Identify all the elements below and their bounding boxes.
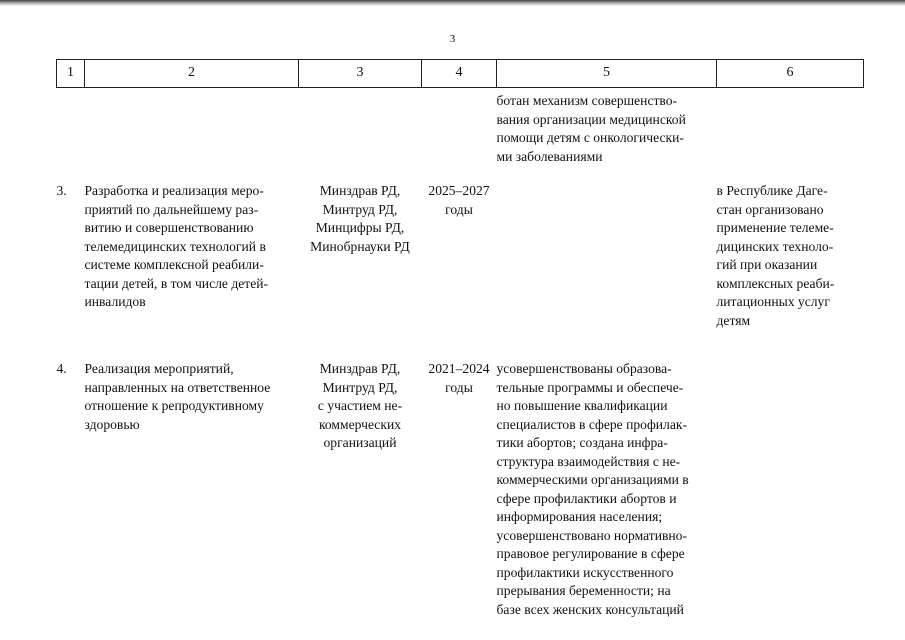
- term: [422, 330, 497, 619]
- table-row: [57, 166, 864, 330]
- indicator: [717, 166, 864, 330]
- column-header-6: 6: [717, 60, 864, 88]
- column-header-5: 5: [497, 60, 717, 88]
- text-line: в Республике Даге-: [716, 183, 828, 198]
- table-row-continuation: [57, 88, 864, 167]
- measure-name: [85, 166, 299, 330]
- executors: [299, 166, 422, 330]
- row-number: 3.: [56, 183, 67, 198]
- text-line: базе всех женских консультаций: [496, 601, 684, 617]
- text-line: дицинских техноло-: [716, 238, 834, 254]
- continuation-result: [497, 88, 717, 167]
- text-line: Минтруд РД,: [322, 379, 398, 395]
- column-header-4: 4: [422, 60, 497, 88]
- text-line: коммерческих: [318, 416, 402, 432]
- term: [422, 166, 497, 330]
- expected-result: [497, 166, 717, 330]
- text-line: годы: [445, 379, 473, 395]
- indicator: [717, 330, 864, 619]
- text-line: сфере профилактики абортов и: [496, 490, 677, 506]
- executors: [299, 330, 422, 619]
- text-line: применение телеме-: [716, 220, 834, 235]
- text-line: здоровью: [84, 416, 140, 432]
- text-line: организаций: [323, 435, 397, 450]
- text-line: детям: [716, 312, 751, 328]
- table-row: [57, 330, 864, 619]
- text-line: коммерческими организациями в: [496, 472, 689, 487]
- text-line: направленных на ответственное: [84, 379, 271, 395]
- expected-result: [497, 330, 717, 619]
- text-line: с участием не-: [317, 398, 403, 413]
- text-line: Реализация мероприятий,: [84, 361, 234, 376]
- text-line: тики абортов; создана инфра-: [496, 435, 668, 450]
- text-line: 2025–2027: [428, 183, 490, 198]
- column-header-3: 3: [299, 60, 422, 88]
- text-line: но повышение квалификации: [496, 398, 668, 413]
- text-line: инвалидов: [84, 294, 146, 309]
- text-line: Минздрав РД,: [319, 183, 401, 198]
- text-line: витию и совершенствованию: [84, 220, 254, 235]
- page-number: 3: [449, 33, 456, 45]
- measure-name: [85, 330, 299, 619]
- text-line: усовершенствованы образова-: [496, 361, 672, 376]
- table-header-row: [57, 60, 864, 88]
- column-header-1: 1: [57, 60, 85, 88]
- text-line: вания организации медицинской: [496, 111, 686, 127]
- text-line: Минтруд РД,: [322, 201, 398, 217]
- scan-edge-shadow: [0, 0, 905, 6]
- text-line: структура взаимодействия с не-: [496, 453, 681, 469]
- text-line: информирования населения;: [496, 509, 663, 524]
- text-line: системе комплексной реабили-: [84, 257, 264, 272]
- text-line: прерывания беременности; на: [496, 583, 671, 598]
- measures-table: [56, 59, 864, 619]
- row-number: 4.: [56, 361, 67, 376]
- text-line: тации детей, в том числе детей-: [84, 275, 269, 291]
- text-line: Минцифры РД,: [315, 220, 405, 235]
- text-line: Минобрнауки РД: [310, 238, 410, 254]
- text-line: тельные программы и обеспече-: [496, 379, 684, 395]
- text-line: помощи детям с онкологически-: [496, 130, 684, 145]
- text-line: приятий по дальнейшему раз-: [84, 201, 259, 217]
- text-line: ботан механизм совершенство-: [496, 93, 678, 108]
- text-line: усовершенствовано нормативно-: [496, 527, 687, 543]
- text-line: телемедицинских технологий в: [84, 238, 266, 254]
- text-line: Разработка и реализация меро-: [84, 183, 264, 198]
- text-line: Минздрав РД,: [319, 361, 401, 376]
- text-line: специалистов в сфере профилак-: [496, 416, 687, 432]
- text-line: ми заболеваниями: [496, 148, 603, 164]
- text-line: литационных услуг: [716, 294, 830, 309]
- text-line: комплексных реаби-: [716, 275, 835, 291]
- text-line: отношение к репродуктивному: [84, 398, 264, 413]
- column-header-2: 2: [85, 60, 299, 88]
- text-line: стан организовано: [716, 201, 824, 217]
- text-line: профилактики искусственного: [496, 564, 674, 580]
- text-line: гий при оказании: [716, 257, 818, 272]
- text-line: правовое регулирование в сфере: [496, 546, 685, 561]
- text-line: годы: [445, 201, 473, 217]
- text-line: 2021–2024: [428, 361, 490, 376]
